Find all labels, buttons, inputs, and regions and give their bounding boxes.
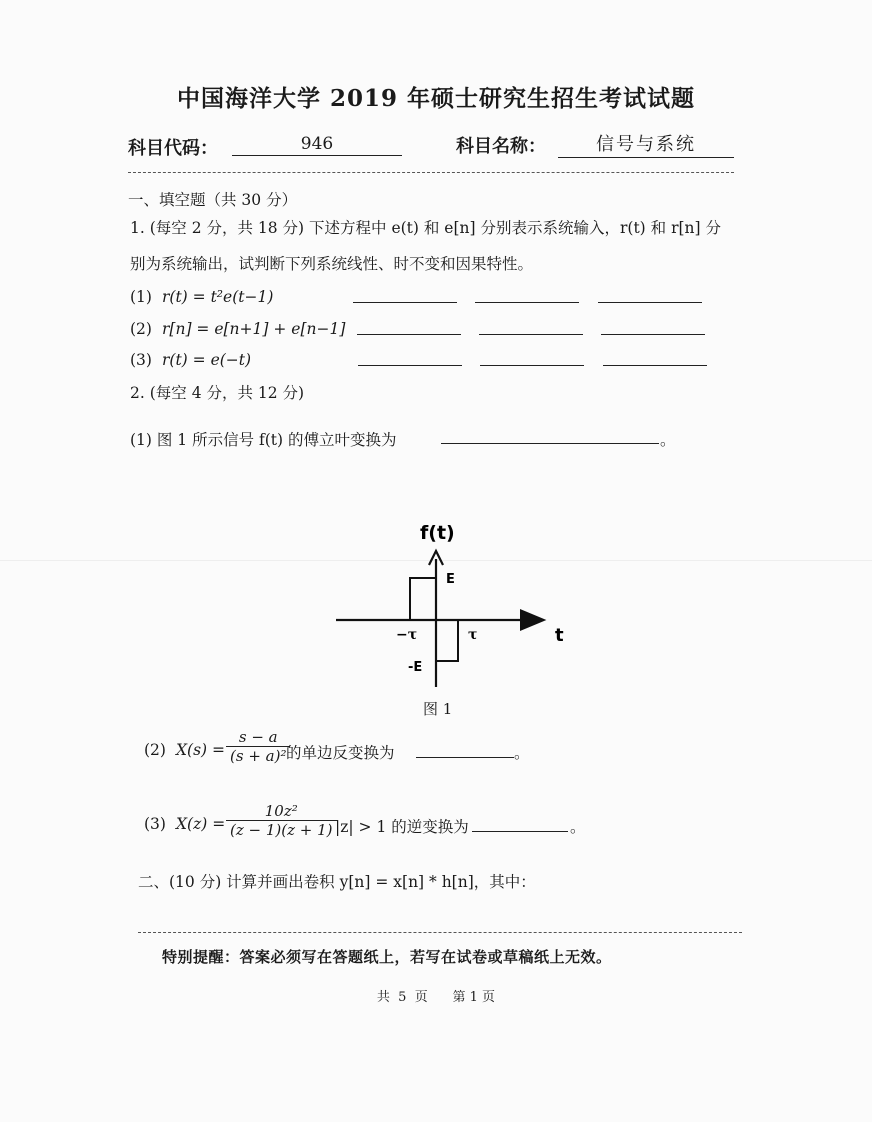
q2-1-end: 。 bbox=[660, 431, 676, 449]
q2-3-denominator: (z − 1)(z + 1) bbox=[230, 821, 333, 839]
q2-1-text: (1) 图 1 所示信号 f(t) 的傅立叶变换为 bbox=[130, 431, 397, 449]
q2-1-blank bbox=[441, 443, 659, 444]
figure-1 bbox=[330, 515, 580, 715]
q2-3-num: (3) bbox=[144, 815, 166, 833]
exam-title: 中国海洋大学 2019 年硕士研究生招生考试试题 bbox=[176, 85, 696, 112]
q2-3-fraction bbox=[226, 802, 337, 839]
q2-2-end: 。 bbox=[514, 744, 530, 762]
negative-pulse bbox=[436, 620, 458, 661]
figure-caption: 图 1 bbox=[423, 700, 453, 718]
footer-divider bbox=[138, 932, 742, 933]
q2-2-numerator: s − a bbox=[226, 728, 290, 747]
q1-item2-blank-linear bbox=[357, 334, 461, 335]
q1-item2-eq: r[n] = e[n+1] + e[n−1] bbox=[162, 320, 346, 338]
q2-2-blank bbox=[416, 757, 514, 758]
q2-3-end: 。 bbox=[570, 818, 586, 836]
q2-3-numerator: 10z² bbox=[226, 802, 337, 821]
subject-name-value: 信号与系统 bbox=[558, 130, 734, 158]
q1-item3-num: (3) bbox=[130, 351, 152, 369]
q2-3-lhs: X(z) = bbox=[176, 815, 226, 833]
q1-item1-blank-timeinv bbox=[475, 302, 579, 303]
q1-item2-blank-timeinv bbox=[479, 334, 583, 335]
q2-3-blank bbox=[472, 831, 568, 832]
section2-heading: 二、(10 分) 计算并画出卷积 y[n] = x[n] * h[n]，其中： bbox=[138, 873, 536, 891]
q1-item1-num: (1) bbox=[130, 288, 152, 306]
q2-2-fraction bbox=[226, 728, 290, 765]
q1-item3-blank-linear bbox=[358, 365, 462, 366]
footer-notice: 特别提醒：答案必须写在答题纸上，若写在试卷或草稿纸上无效。 bbox=[162, 948, 612, 966]
figure-pos-tau: τ bbox=[468, 627, 478, 643]
q2-3-condition: |z| > 1 的逆变换为 bbox=[335, 818, 469, 836]
q1-item2-blank-causal bbox=[601, 334, 705, 335]
scan-artifact bbox=[0, 560, 872, 561]
figure-ylabel: f(t) bbox=[420, 522, 455, 544]
subject-code-value: 946 bbox=[232, 134, 402, 156]
header-divider bbox=[128, 172, 734, 173]
figure-neg-tau: −τ bbox=[396, 627, 418, 643]
figure-neg-amp: -E bbox=[408, 660, 423, 675]
subject-code-label: 科目代码： bbox=[128, 138, 218, 159]
q1-item2-num: (2) bbox=[130, 320, 152, 338]
subject-name-label: 科目名称： bbox=[456, 136, 546, 157]
q1-item1-blank-causal bbox=[598, 302, 702, 303]
section1-heading: 一、填空题（共 30 分） bbox=[128, 191, 298, 209]
figure-pos-amp: E bbox=[446, 572, 455, 587]
page-indicator: 共 5 页 第 1 页 bbox=[376, 990, 496, 1005]
q1-item3-blank-causal bbox=[603, 365, 707, 366]
q1-item3-blank-timeinv bbox=[480, 365, 584, 366]
q1-item1-blank-linear bbox=[353, 302, 457, 303]
positive-pulse bbox=[410, 578, 436, 620]
q2-2-denominator: (s + a)² bbox=[230, 747, 287, 765]
q1-item1-eq: r(t) = t²e(t−1) bbox=[162, 288, 274, 306]
q1-text-line2: 别为系统输出，试判断下列系统线性、时不变和因果特性。 bbox=[130, 255, 534, 273]
q2-2-num: (2) bbox=[144, 741, 166, 759]
q1-text-line1: 1. (每空 2 分，共 18 分) 下述方程中 e(t) 和 e[n] 分别表示系统输入，r(t) 和 r[n] 分 bbox=[130, 219, 721, 237]
figure-xlabel: t bbox=[555, 625, 564, 646]
q2-heading: 2. (每空 4 分，共 12 分) bbox=[130, 384, 305, 402]
q1-item3-eq: r(t) = e(−t) bbox=[162, 351, 252, 369]
q2-2-text: 的单边反变换为 bbox=[286, 744, 395, 762]
q2-2-lhs: X(s) = bbox=[176, 741, 225, 759]
